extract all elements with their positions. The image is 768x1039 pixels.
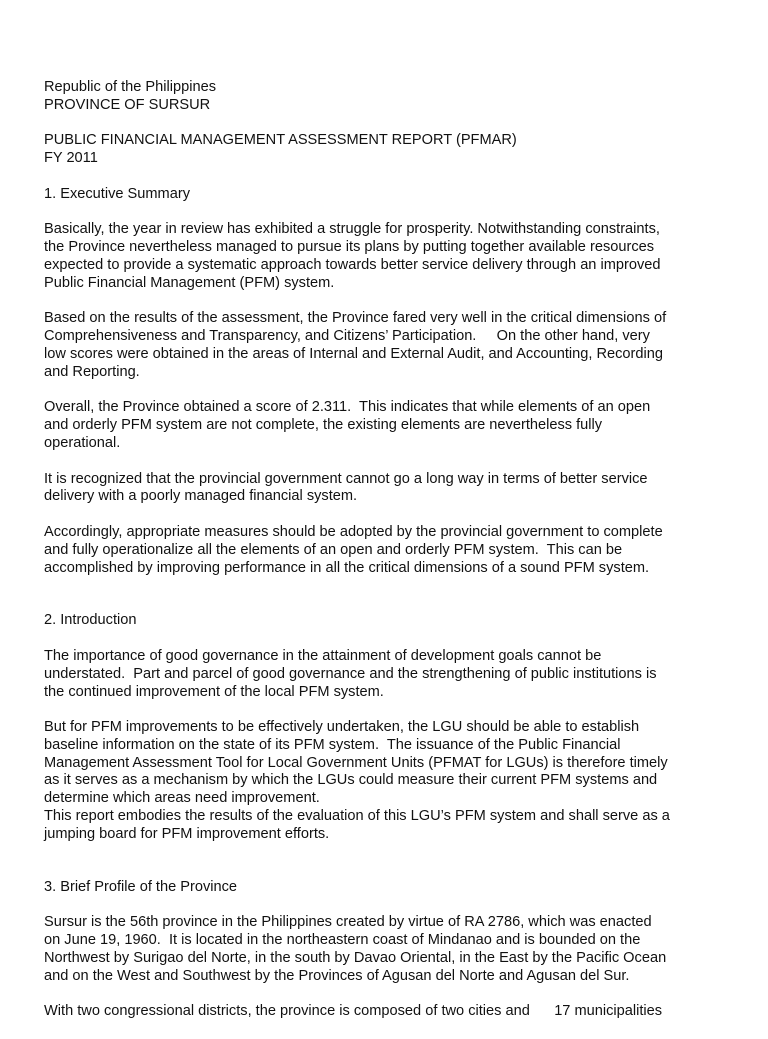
paragraph: Overall, the Province obtained a score of 2.311. This indicates that while elements of an open and orderly PFM system are not complete, the existing elements are nevertheless fully operational. — [44, 399, 651, 451]
section-heading-executive-summary: 1. Executive Summary — [44, 185, 190, 202]
document-page — [44, 79, 734, 1039]
paragraph: Accordingly, appropriate measures should be adopted by the provincial government to complete and fully operationalize all the elements of an open and orderly PFM system. This can be accomplished by improving performance in all the critical dimensions of a sound PFM system. — [44, 523, 663, 576]
paragraph: But for PFM improvements to be effectively undertaken, the LGU should be able to establish baseline information on the state of its PFM system. The issuance of the Public Financial Management Assessment Tool for Local Government Units (PFMAT for LGUs) is therefore timely as it serves as a mechanism by which the LGUs could measure their current PFM systems and determine which areas need improvement. This report embodies the results of the evaluation of this LGU’s PFM system and shall serve as a jumping board for PFM improvement efforts. — [44, 719, 670, 842]
paragraph: With two congressional districts, the province is composed of two cities and 17 municipalities — [44, 1003, 663, 1020]
section-heading-brief-profile: 3. Brief Profile of the Province — [44, 878, 238, 895]
paragraph: The importance of good governance in the attainment of development goals cannot be understated. Part and parcel of good governance and the strengthening of public institutions is the continued improvement of the local PFM system. — [44, 647, 657, 700]
fiscal-year: FY 2011 — [44, 150, 98, 167]
report-title: PUBLIC FINANCIAL MANAGEMENT ASSESSMENT REPORT (PFMAR) — [44, 132, 517, 149]
paragraph: Based on the results of the assessment, the Province fared very well in the critical dimensions of Comprehensiveness and Transparency, and Citizens’ Participation. On the other hand, very low scores were obtained in the areas of Internal and External Audit, and Accounting, Recording and Reporting. — [44, 310, 667, 380]
section-heading-introduction: 2. Introduction — [44, 612, 137, 629]
province-line: PROVINCE OF SURSUR — [44, 96, 211, 113]
report-title-block — [44, 132, 734, 168]
paragraph: Sursur is the 56th province in the Philippines created by virtue of RA 2786, which was enacted on June 19, 1960. It is located in the northeastern coast of Mindanao and is bounded on the Northwest by Surigao del Norte, in the south by Davao Oriental, in the East by the Pacific Ocean and on the West and Southwest by the Provinces of Agusan del Norte and Agusan del Sur. — [44, 914, 667, 984]
republic-line: Republic of the Philippines — [44, 79, 216, 95]
document-header — [44, 79, 734, 115]
paragraph: It is recognized that the provincial government cannot go a long way in terms of better service delivery with a poorly managed financial system. — [44, 470, 648, 505]
paragraph: Basically, the year in review has exhibited a struggle for prosperity. Notwithstanding constraints, the Province nevertheless managed to pursue its plans by putting together available resources expected to provide a systematic approach towards better service delivery through an improved Public Financial Management (PFM) system. — [44, 221, 661, 291]
